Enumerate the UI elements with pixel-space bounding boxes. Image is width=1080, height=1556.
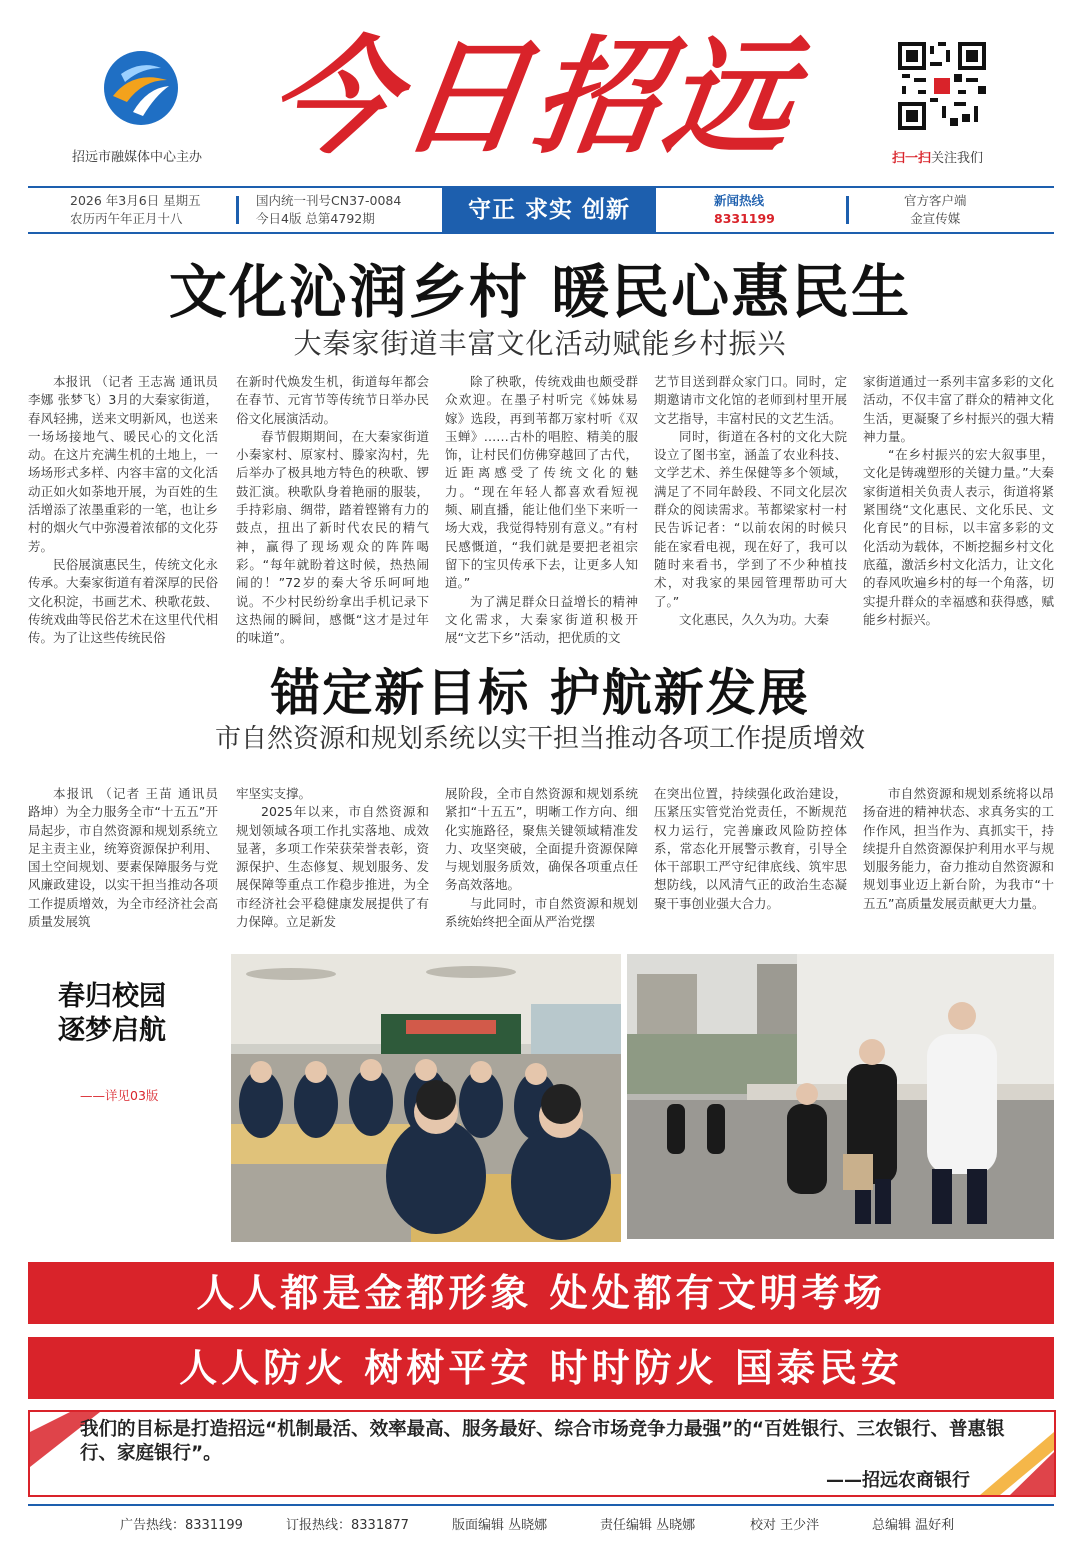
issn: 国内统一刊号CN37-0084 [256,193,402,208]
paragraph: 民俗展演惠民生，传统文化永传承。大秦家街道有着深厚的民俗文化积淀，书画艺术、秧歌花鼓、传统戏曲等民俗艺术在这里代代相传。为了让这些传统民俗 [28,556,218,646]
slogan-banner-2: 人人防火 树树平安 时时防火 国泰民安 [28,1337,1054,1399]
article2-col1 [28,785,218,931]
article1-col2 [236,373,429,647]
lunar-date: 农历丙午年正月十八 [70,211,183,226]
footer-subscription-hotline: 订报热线：8331877 [286,1518,409,1533]
sponsor-text: 招远市融媒体中心主办 [72,150,203,165]
qr-code[interactable] [898,42,986,130]
divider [846,196,849,224]
photo-caption-line: 逐梦启航 [58,1015,166,1046]
paragraph: 同时，街道在各村的文化大院设立了图书室，涵盖了农业科技、文学艺术、养生保健等多个领域，满足了不同年龄段、不同文化层次群众的阅读需求。苇都梁家村一村民告诉记者：“以前农闲的时候只能在家看电视，现在好了，我可以随时来看书，学到了不少种植技术，对我家的果园管理帮助可大了。” [654,428,847,609]
paragraph: 在突出位置，持续强化政治建设，压紧压实管党治党责任，不断规范权力运行，完善廉政风险防控体系，常态化开展警示教育，引导全体干部职工严守纪律底线、筑牢思想防线，以风清气正的政治生态凝聚干事创业强大合力。 [654,786,847,911]
hotline-label: 新闻热线 [714,193,765,208]
client-label: 官方客户端 [904,193,967,208]
paragraph: 春节假期期间，在大秦家街道小秦家村、原家村、滕家沟村，先后举办了极具地方特色的秧歌、锣鼓汇演。秧歌队身着艳丽的服装，手持彩扇、绸带，踏着铿锵有力的鼓点，扭出了新时代农民的精气神，赢得了现场观众的阵阵喝彩。“每年就盼着这时候，热热闹闹的！”72岁的秦大爷乐呵呵地说。不少村民纷纷拿出手机记录下这热闹的瞬间，感慨“这才是过年的味道”。 [236,428,429,646]
qr-caption [892,147,983,166]
qr-action: 扫一扫 [892,151,932,166]
client-block [904,192,967,228]
paragraph: “在乡村振兴的宏大叙事里，文化是铸魂塑形的关键力量。”大秦家街道相关负责人表示，街道将紧紧围绕“文化惠民、文化乐民、文化育民”的目标，以丰富多彩的文化活动为载体，不断挖掘乡村文化底蕴，激活乡村文化活力，让文化的春风吹遍乡村的每一个角落，切实提升群众的幸福感和获得感，赋能乡村振兴。 [863,447,1054,627]
qr-text: 关注我们 [931,151,984,166]
footer-proofreader: 校对 王少泮 [750,1518,820,1533]
article1-col3 [445,373,638,647]
paragraph: 在新时代焕发生机，街道每年都会在春节、元宵节等传统节日举办民俗文化展演活动。 [236,374,429,426]
footer-rule [28,1504,1054,1506]
paragraph: 为了满足群众日益增长的精神文化需求，大秦家街道积极开展“文艺下乡”活动，把优质的文 [445,593,638,646]
article1-col1 [28,373,218,647]
article1-subhead: 大秦家街道丰富文化活动赋能乡村振兴 [293,327,787,360]
article2-col3 [445,785,638,931]
paragraph: 展阶段，全市自然资源和规划系统紧扣“十五五”，明晰工作方向、细化实施路径，聚焦关键领域精准发力、攻坚突破，全面提升资源保障与规划服务质效，确保各项重点任务高效落地。 [445,786,638,893]
paragraph: 本报讯 （记者 王苗 通讯员 路坤）为全力服务全市“十五五”开局起步，市自然资源和规划系统立足主责主业，统筹资源保护利用、国土空间规划、要素保障服务与党风廉政建设，以实干担当推动各项工作提质增效，为全市经济社会高质量发展筑 [28,786,218,930]
photo-caption-line: 春归校园 [58,981,166,1012]
edition: 今日4版 总第4792期 [256,211,375,226]
slogan-banner-1: 人人都是金都形象 处处都有文明考场 [28,1262,1054,1324]
paragraph: 文化惠民，久久为功。大秦 [679,611,830,627]
paragraph: 市自然资源和规划系统将以昂扬奋进的精神状态、求真务实的工作作风，担当作为、真抓实干，持续提升自然资源保护利用水平与规划服务能力，奋力推动自然资源和规划事业迈上新台阶，为我市“十五五”高质量发展贡献更大力量。 [863,786,1054,911]
date: 2026 年3月6日 星期五 [70,193,201,208]
hotline-block [714,192,775,228]
footer-ad-hotline: 广告热线：8331199 [120,1518,243,1533]
paragraph: 牢坚实支撑。 [236,786,312,801]
ad-signature: ——招远农商银行 [826,1470,970,1491]
info-bar [28,186,1054,234]
article1-col5 [863,373,1054,629]
footer-duty-editor: 责任编辑 丛晓娜 [600,1518,696,1533]
article2-col5 [863,785,1054,913]
footer-layout-editor: 版面编辑 丛晓娜 [452,1518,548,1533]
article2-col4 [654,785,847,913]
motto: 守正 求实 创新 [442,188,656,232]
campus-photo [627,954,1054,1239]
paragraph: 本报讯 （记者 王志嵩 通讯员 李娜 张梦飞）3月的大秦家街道，春风轻拂，送来文明新风，也送来一场场接地气、暖民心的文化活动。在这片充满生机的土地上，一场场形式多样、内容丰富的文化活动正如火如荼地开展，为百姓的生活增添了浓墨重彩的一笔，也让乡村的烟火气中弥漫着浓郁的文化芬芳。 [28,374,218,554]
paragraph: 与此同时，市自然资源和规划系统始终把全面从严治党摆 [445,895,638,930]
photo-reference: ——详见03版 [80,1088,159,1103]
paragraph: 2025年以来，市自然资源和规划领域各项工作扎实落地、成效显著，多项工作荣获荣誉表彰，资源保护、生态修复、规划服务、发展保障等重点工作稳步推进，为全市经济社会平稳健康发展提供了有力保障。立足新发 [236,804,429,930]
ad-text: 我们的目标是打造招远“机制最活、效率最高、服务最好、综合市场竞争力最强”的“百姓银行、三农银行、普惠银行、家庭银行”。 [80,1419,1005,1464]
paragraph: 艺节目送到群众家门口。同时，定期邀请市文化馆的老师到村里开展文艺指导，丰富村民的文艺生活。 [654,374,847,426]
masthead-title: 今日招远 [259,23,809,171]
article2-subhead: 市自然资源和规划系统以实干担当推动各项工作提质增效 [214,724,865,754]
footer-chief-editor: 总编辑 温好利 [872,1518,955,1533]
paragraph: 家街道通过一系列丰富多彩的文化活动，不仅丰富了群众的精神文化生活，更凝聚了乡村振兴的强大精神力量。 [863,374,1054,444]
paragraph: 除了秧歌，传统戏曲也颇受群众欢迎。在墨子村听完《姊妹易嫁》选段，再到苇都万家村听《双玉蝉》……古朴的唱腔、精美的服饰，让村民们仿佛穿越回了古代，近距离感受了传统文化的魅力。“现在年轻人都喜欢看短视频、刷直播，能让他们坐下来听一场大戏，我觉得特别有意义。”有村民感慨道，“我们就是要把老祖宗留下的宝贝传承下去，让更多人知道。” [445,374,638,591]
issue-block [256,192,401,228]
classroom-photo [231,954,621,1242]
article1-col4 [654,373,847,629]
date-block [70,192,201,228]
divider [236,196,239,224]
article1-headline: 文化沁润乡村 暖民心惠民生 [168,258,912,326]
article2-headline: 锚定新目标 护航新发展 [270,664,810,722]
client-name: 金宣传媒 [910,211,961,226]
photo-caption [58,980,166,1048]
hotline-number: 8331199 [714,211,775,226]
article2-col2 [236,785,429,931]
logo [103,50,179,126]
